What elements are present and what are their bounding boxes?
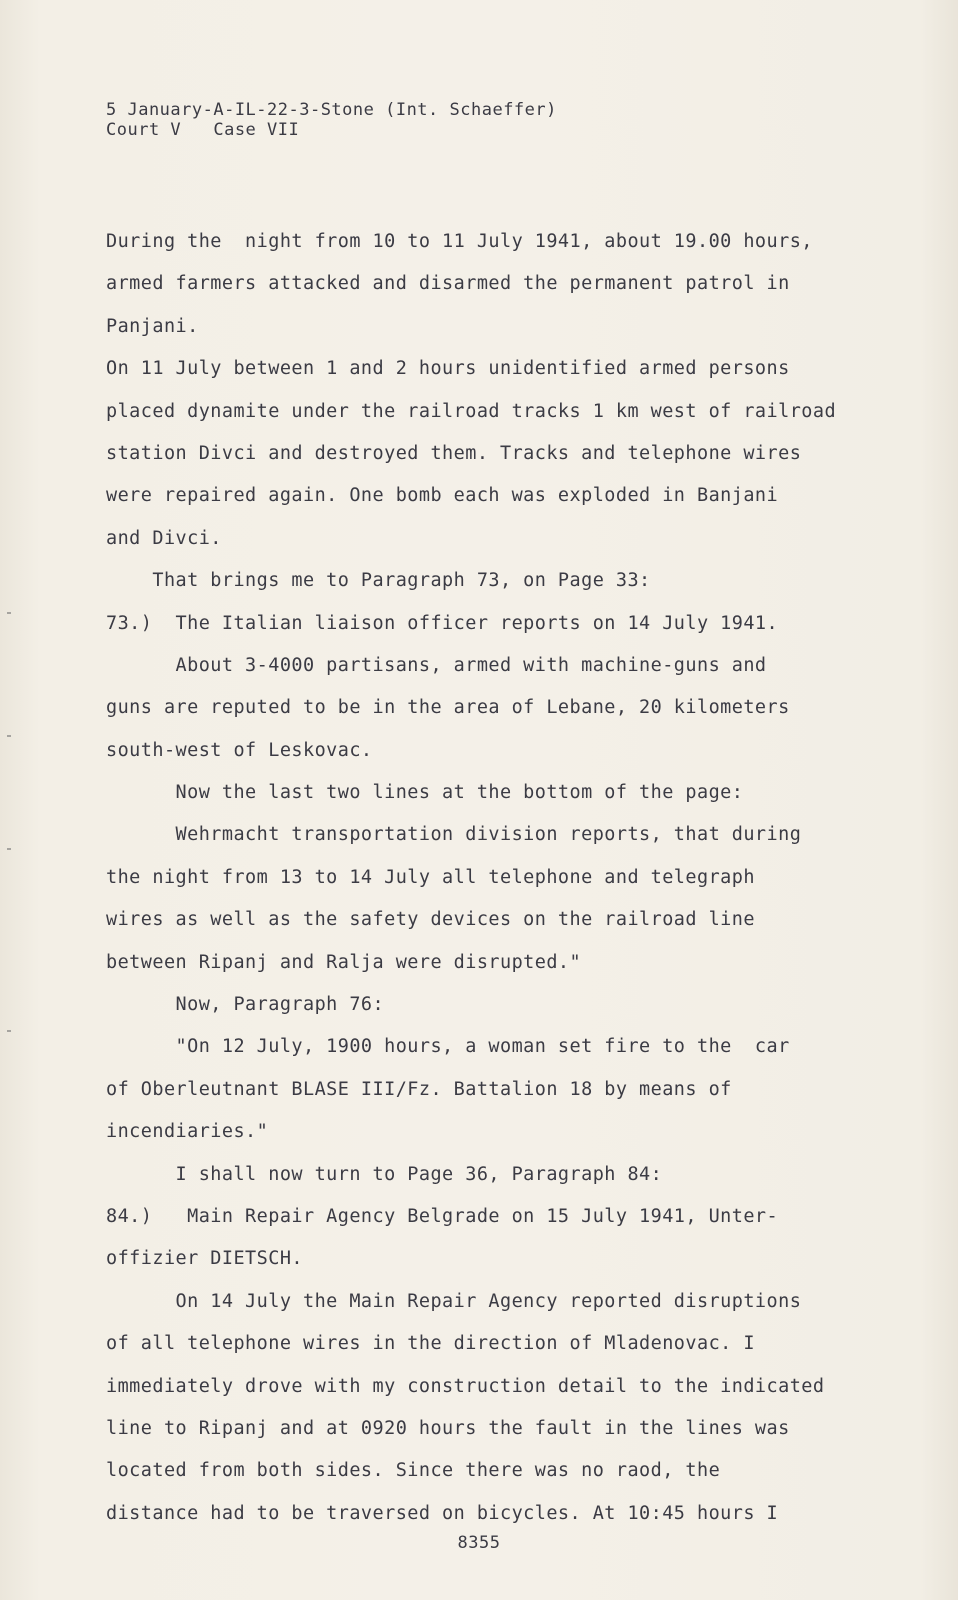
body-line: guns are reputed to be in the area of Lebane, 20 kilometers <box>106 697 790 719</box>
margin-mark <box>7 848 11 850</box>
header-line-2: Court V Case VII <box>106 120 300 140</box>
body-line: immediately drove with my construction detail to the indicated <box>106 1375 825 1397</box>
body-line: wires as well as the safety devices on the railroad line <box>106 909 755 931</box>
body-line: the night from 13 to 14 July all telephone and telegraph <box>106 866 755 888</box>
margin-mark <box>7 735 11 737</box>
margin-mark <box>7 612 11 614</box>
body-line: Now, Paragraph 76: <box>106 994 385 1016</box>
body-line: On 11 July between 1 and 2 hours unidentified armed persons <box>106 358 790 380</box>
body-line: offizier DIETSCH. <box>106 1248 303 1270</box>
document-header <box>106 100 557 140</box>
body-line: distance had to be traversed on bicycles. At 10:45 hours I <box>106 1502 779 1524</box>
body-line: Panjani. <box>106 315 199 337</box>
body-line: and Divci. <box>106 527 222 549</box>
body-line: "On 12 July, 1900 hours, a woman set fire to the car <box>106 1036 790 1058</box>
body-line: armed farmers attacked and disarmed the permanent patrol in <box>106 273 790 295</box>
body-line: On 14 July the Main Repair Agency reported disruptions <box>106 1290 802 1312</box>
header-line-1: 5 January-A-IL-22-3-Stone (Int. Schaeffer) <box>106 100 557 120</box>
body-line: That brings me to Paragraph 73, on Page 33: <box>106 570 651 592</box>
body-line: incendiaries." <box>106 1121 269 1143</box>
body-line: I shall now turn to Page 36, Paragraph 84: <box>106 1163 663 1185</box>
body-line: During the night from 10 to 11 July 1941, about 19.00 hours, <box>106 231 813 252</box>
body-line: placed dynamite under the railroad tracks 1 km west of railroad <box>106 400 837 422</box>
body-line: Wehrmacht transportation division reports, that during <box>106 824 802 846</box>
body-line: of Oberleutnant BLASE III/Fz. Battalion 18 by means of <box>106 1078 732 1100</box>
body-line: located from both sides. Since there was no raod, the <box>106 1460 721 1482</box>
body-line: About 3-4000 partisans, armed with machine-guns and <box>106 654 767 676</box>
transcript-body <box>106 221 906 1535</box>
body-line: Now the last two lines at the bottom of the page: <box>106 782 744 804</box>
body-line: were repaired again. One bomb each was exploded in Banjani <box>106 485 779 507</box>
margin-mark <box>7 1030 11 1032</box>
body-line: 73.) The Italian liaison officer reports on 14 July 1941. <box>106 612 779 634</box>
body-line: south-west of Leskovac. <box>106 739 373 761</box>
page-number: 8355 <box>457 1533 501 1553</box>
body-line: between Ripanj and Ralja were disrupted." <box>106 951 582 973</box>
body-line: line to Ripanj and at 0920 hours the fault in the lines was <box>106 1417 790 1439</box>
body-line: of all telephone wires in the direction of Mladenovac. I <box>106 1333 755 1355</box>
body-line: station Divci and destroyed them. Tracks and telephone wires <box>106 442 802 464</box>
body-line: 84.) Main Repair Agency Belgrade on 15 July 1941, Unter- <box>106 1205 779 1227</box>
